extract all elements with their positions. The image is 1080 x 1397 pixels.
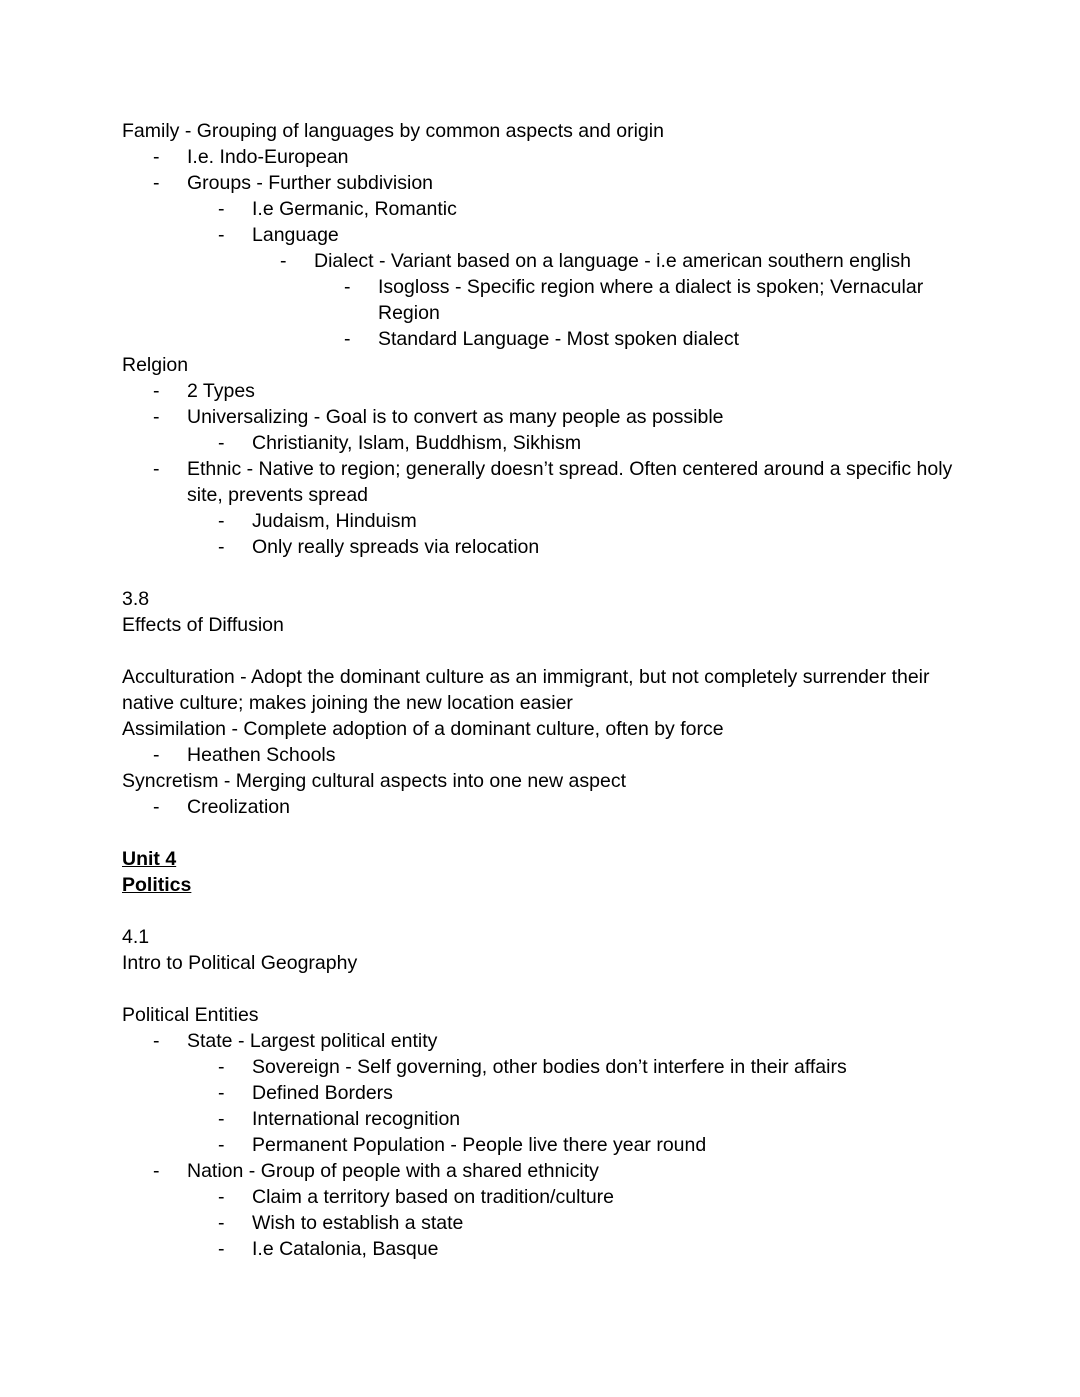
bullet-dash-icon: -	[153, 1030, 160, 1052]
bullet-dash-icon: -	[218, 1108, 225, 1130]
list-item-text: Standard Language - Most spoken dialect	[378, 328, 739, 350]
bullet-dash-icon: -	[218, 1082, 225, 1104]
bullet-dash-icon: -	[153, 458, 160, 480]
bullet-dash-icon: -	[344, 276, 351, 298]
list-item-text: Judaism, Hinduism	[252, 510, 417, 532]
bullet-dash-icon: -	[218, 198, 225, 220]
blank-line	[122, 638, 970, 664]
paragraph: Family - Grouping of languages by common aspects and origin	[122, 120, 664, 142]
list-item	[218, 1054, 970, 1080]
bullet-dash-icon: -	[344, 328, 351, 350]
bullet-dash-icon: -	[218, 224, 225, 246]
bullet-dash-icon: -	[153, 744, 160, 766]
list-item	[218, 1106, 970, 1132]
list-item-text: International recognition	[252, 1108, 461, 1130]
section-heading: Politics	[122, 874, 192, 896]
list-item	[218, 1080, 970, 1106]
bullet-dash-icon: -	[153, 796, 160, 818]
list-item-text: Nation - Group of people with a shared ethnicity	[187, 1160, 599, 1182]
bullet-dash-icon: -	[218, 1056, 225, 1078]
section-heading: Unit 4	[122, 848, 177, 870]
list-item-text: Language	[252, 224, 339, 246]
list-item	[153, 742, 970, 768]
list-item-text: I.e Germanic, Romantic	[252, 198, 457, 220]
paragraph: 3.8	[122, 588, 150, 610]
list-item-text: 2 Types	[187, 380, 255, 402]
list-item-text: Christianity, Islam, Buddhism, Sikhism	[252, 432, 582, 454]
list-item	[218, 1132, 970, 1158]
bullet-dash-icon: -	[218, 1134, 225, 1156]
list-item-text: Dialect - Variant based on a language - i.e american southern english	[314, 250, 911, 272]
list-item	[153, 1158, 970, 1184]
bullet-dash-icon: -	[218, 432, 225, 454]
list-item	[153, 404, 970, 430]
bullet-dash-icon: -	[218, 1186, 225, 1208]
list-item-text: Permanent Population - People live there year round	[252, 1134, 707, 1156]
bullet-dash-icon: -	[153, 172, 160, 194]
paragraph: 4.1	[122, 926, 150, 948]
list-item-text: Creolization	[187, 796, 290, 818]
paragraph: Relgion	[122, 354, 189, 376]
list-item	[218, 508, 970, 534]
list-item	[218, 534, 970, 560]
list-item-text: Ethnic - Native to region; generally doesn’t spread. Often centered around a specific holy site, prevents spread	[187, 458, 958, 506]
list-item-text: State - Largest political entity	[187, 1030, 438, 1052]
bullet-dash-icon: -	[153, 406, 160, 428]
list-item	[153, 1028, 970, 1054]
bullet-dash-icon: -	[280, 250, 287, 272]
list-item-text: Groups - Further subdivision	[187, 172, 434, 194]
list-item-text: Sovereign - Self governing, other bodies don’t interfere in their affairs	[252, 1056, 847, 1078]
bullet-dash-icon: -	[153, 146, 160, 168]
bullet-dash-icon: -	[218, 1212, 225, 1234]
blank-line	[122, 560, 970, 586]
list-item	[344, 326, 970, 352]
paragraph: Assimilation - Complete adoption of a dominant culture, often by force	[122, 718, 724, 740]
list-item-text: Universalizing - Goal is to convert as many people as possible	[187, 406, 724, 428]
list-item-text: Heathen Schools	[187, 744, 336, 766]
bullet-dash-icon: -	[153, 1160, 160, 1182]
bullet-dash-icon: -	[218, 510, 225, 532]
list-item-text: Wish to establish a state	[252, 1212, 464, 1234]
list-item	[153, 794, 970, 820]
list-item	[218, 222, 970, 248]
paragraph: Syncretism - Merging cultural aspects into one new aspect	[122, 770, 626, 792]
list-item	[153, 144, 970, 170]
list-item-text: Isogloss - Specific region where a dialect is spoken; Vernacular Region	[378, 276, 929, 324]
list-item-text: Defined Borders	[252, 1082, 393, 1104]
bullet-dash-icon: -	[218, 536, 225, 558]
list-item-text: Only really spreads via relocation	[252, 536, 540, 558]
list-item	[218, 1236, 970, 1262]
paragraph: Political Entities	[122, 1004, 259, 1026]
list-item	[153, 378, 970, 404]
list-item	[218, 430, 970, 456]
paragraph: Intro to Political Geography	[122, 952, 358, 974]
blank-line	[122, 898, 970, 924]
notes-body	[122, 118, 970, 1262]
blank-line	[122, 976, 970, 1002]
list-item	[218, 196, 970, 222]
list-item	[280, 248, 970, 274]
list-item	[153, 170, 970, 196]
list-item	[344, 274, 970, 326]
list-item	[218, 1210, 970, 1236]
bullet-dash-icon: -	[153, 380, 160, 402]
list-item	[218, 1184, 970, 1210]
blank-line	[122, 820, 970, 846]
paragraph: Acculturation - Adopt the dominant culture as an immigrant, but not completely surrender their native culture; makes joining the new location easier	[122, 666, 935, 714]
list-item	[153, 456, 970, 508]
paragraph: Effects of Diffusion	[122, 614, 284, 636]
bullet-dash-icon: -	[218, 1238, 225, 1260]
list-item-text: I.e Catalonia, Basque	[252, 1238, 439, 1260]
list-item-text: Claim a territory based on tradition/culture	[252, 1186, 614, 1208]
list-item-text: I.e. Indo-European	[187, 146, 349, 168]
